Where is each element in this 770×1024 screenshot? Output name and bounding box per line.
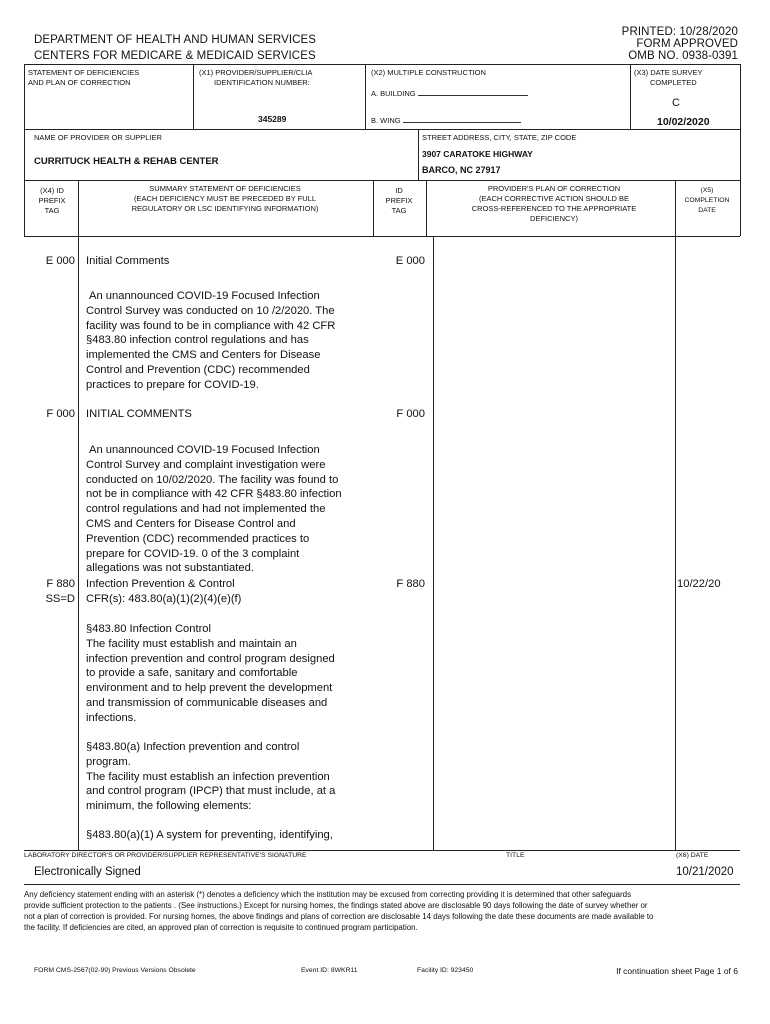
x3-label-2: COMPLETED (650, 78, 697, 87)
e000-id: E 000 (395, 255, 425, 267)
x2-label: (X2) MULTIPLE CONSTRUCTION (371, 68, 486, 77)
f000-id: F 000 (396, 408, 425, 420)
completion-header: (X5) COMPLETION DATE (684, 187, 730, 214)
title-label: TITLE (506, 852, 525, 859)
f880-id: F 880 (396, 578, 425, 590)
plan-header: PROVIDER'S PLAN OF CORRECTION (EACH CORRECTIVE ACTION SHOULD BE CROSS-REFERENCED TO THE APPROPRIATE DEFICIENCY) (471, 184, 637, 223)
x4-header: (X4) ID PREFIX TAG (38, 186, 66, 215)
signature-value: Electronically Signed (34, 866, 141, 878)
signature-label: LABORATORY DIRECTOR'S OR PROVIDER/SUPPLIER REPRESENTATIVE'S SIGNATURE (24, 852, 307, 859)
printed-date: PRINTED: 10/28/2020 (621, 26, 738, 38)
summary-header: SUMMARY STATEMENT OF DEFICIENCIES (EACH DEFICIENCY MUST BE PRECEDED BY FULL REGULATORY OR LSC IDENTIFYING INFORMATION) (131, 184, 319, 213)
statement-label: STATEMENT OF DEFICIENCIES (28, 68, 140, 77)
department-title: DEPARTMENT OF HEALTH AND HUMAN SERVICES (34, 34, 317, 46)
form-approved: FORM APPROVED (636, 38, 738, 50)
f000-tag: F 000 (46, 408, 75, 420)
provider-name: CURRITUCK HEALTH & REHAB CENTER (34, 156, 219, 167)
f000-title: INITIAL COMMENTS (86, 408, 192, 420)
statement-label-2: AND PLAN OF CORRECTION (28, 78, 131, 87)
form-number: FORM CMS-2567(02-99) Previous Versions Obsolete (34, 967, 196, 974)
wing-label: B. WING (371, 116, 401, 125)
wing-blank (403, 113, 521, 123)
facility-id: Facility ID: 923450 (417, 967, 474, 974)
x3-label: (X3) DATE SURVEY (634, 68, 703, 77)
x1-label: (X1) PROVIDER/SUPPLIER/CLIA (199, 68, 313, 77)
building-blank (418, 86, 528, 96)
building-label: A. BUILDING (371, 89, 416, 98)
provider-id-number: 345289 (258, 114, 287, 124)
signature-date: 10/21/2020 (676, 866, 734, 878)
e000-title: Initial Comments (86, 255, 170, 267)
e000-tag: E 000 (45, 255, 75, 267)
f880-scope-severity: SS=D (45, 593, 75, 605)
survey-type-letter: C (672, 97, 680, 109)
f880-title: Infection Prevention & Control (86, 578, 235, 590)
page-number: If continuation sheet Page 1 of 6 (616, 966, 738, 976)
id-prefix-header: ID PREFIX TAG (385, 186, 413, 215)
f880-paragraph-2: §483.80(a) Infection prevention and control program. The facility must establish an infection prevention and control program (IPCP) that must include, at a minimum, the following elements: (86, 741, 336, 813)
signature-date-label: (X6) DATE (676, 852, 709, 859)
x1-label-2: IDENTIFICATION NUMBER: (214, 78, 310, 87)
survey-completed-date: 10/02/2020 (657, 116, 710, 128)
f880-tag: F 880 (46, 578, 75, 590)
address-street: 3907 CARATOKE HIGHWAY (422, 149, 533, 159)
f880-paragraph-3: §483.80(a)(1) A system for preventing, identifying, (86, 829, 333, 841)
address-label: STREET ADDRESS, CITY, STATE, ZIP CODE (422, 133, 577, 142)
agency-title: CENTERS FOR MEDICARE & MEDICAID SERVICES (34, 50, 316, 62)
building-field (371, 86, 528, 99)
e000-body: An unannounced COVID-19 Focused Infection Control Survey was conducted on 10 /2/2020. The facility was found to be in compliance with 42 CFR §483.80 infection control regulations and has implemented the CMS and Centers for Disease Control and Prevention (CDC) recommended practices to prepare for COVID-19. (86, 290, 336, 391)
f880-completion-date: 10/22/20 (677, 578, 721, 590)
address-city: BARCO, NC 27917 (422, 165, 501, 175)
f880-paragraph-1: §483.80 Infection Control The facility must establish and maintain an infection prevention and control program designed to provide a safe, sanitary and comfortable environment and to help prevent the development and transmission of communicable diseases and infections. (86, 623, 335, 724)
f880-cfr: CFR(s): 483.80(a)(1)(2)(4)(e)(f) (86, 593, 242, 605)
omb-number: OMB NO. 0938-0391 (628, 50, 738, 62)
provider-label: NAME OF PROVIDER OR SUPPLIER (34, 133, 162, 142)
f000-body: An unannounced COVID-19 Focused Infection Control Survey and complaint investigation were conducted on 10/02/2020. The facility was found to not be in compliance with 42 CFR §483.80 infection control regulations and had not implemented the CMS and Centers for Disease Control and Prevention (CDC) recommended practices to prepare for COVID-19. 0 of the 3 complaint allegations was not substantiated. (86, 444, 342, 575)
event-id: Event ID: 8WKR11 (301, 967, 358, 974)
disclaimer: Any deficiency statement ending with an asterisk (*) denotes a deficiency which the institution may be excused from correcting providing it is determined that other safeguards provide sufficient protection to the patients . (See instructions.) Except for nursing homes, the findings stated above are disclosable 90 days following the date of survey whether or not a plan of correction is provided. For nursing homes, the above findings and plans of correction are disclosable 14 days following the date these documents are made available to the facility. If deficiencies are cited, an approved plan of correction is requisite to continued program participation. (24, 890, 654, 932)
wing-field (371, 113, 521, 126)
